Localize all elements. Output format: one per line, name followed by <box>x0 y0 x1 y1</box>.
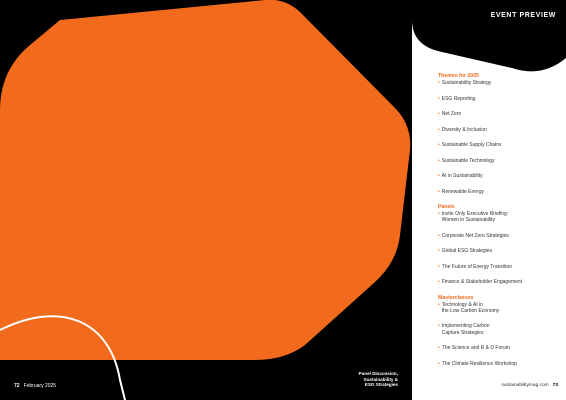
list-item: • The Future of Energy Transition <box>438 263 513 270</box>
section-masterclasses <box>438 295 562 367</box>
right-page <box>412 0 566 400</box>
list-item: • The Climate Resilience Workshop <box>438 360 517 367</box>
bullet-icon: • <box>438 173 440 179</box>
list-item: • Sustainable Technology <box>438 157 495 164</box>
bullet-icon: • <box>438 211 440 217</box>
bullet-icon: • <box>438 263 440 270</box>
list-item: • Corporate Net Zero Strategies <box>438 232 509 239</box>
list-item: • Global ESG Strategies <box>438 248 493 255</box>
bullet-icon: • <box>438 232 440 239</box>
bullet-icon: • <box>438 188 440 195</box>
list-item: • Sustainability Strategy <box>438 80 492 86</box>
left-folio <box>14 383 56 389</box>
bullet-icon: • <box>438 142 440 148</box>
bullet-icon: • <box>438 323 440 330</box>
event-program-list <box>438 73 562 376</box>
list-item: • Finance & Stakeholder Engagement <box>438 279 523 286</box>
list-item: • Renewable Energy <box>438 188 485 195</box>
list-item: • Technology & AI in the Low Carbon Economy <box>438 301 500 314</box>
bullet-icon: • <box>438 95 440 102</box>
list-item: • Implementing Carbon Capture Strategies <box>438 323 490 336</box>
bullet-icon: • <box>438 345 440 352</box>
left-folio-label: February 2025 <box>23 383 57 389</box>
list-item: • Invite Only Executive Briefing: Women in Sustainability <box>438 211 509 224</box>
list-item: • The Science and R & D Forum <box>438 345 510 352</box>
bullet-icon: • <box>438 248 440 255</box>
bullet-icon: • <box>438 157 440 164</box>
section-heading: Themes for 2025 <box>438 73 479 79</box>
bullet-icon: • <box>438 301 440 308</box>
section-heading: Panels <box>438 204 455 210</box>
section-heading: Masterclasses <box>438 294 474 301</box>
website-label: sustainabilitymag.com <box>501 383 549 388</box>
right-folio <box>501 383 558 388</box>
bullet-icon: • <box>438 126 440 133</box>
bullet-icon: • <box>438 360 440 367</box>
list-item: • Net Zero <box>438 111 462 117</box>
photo-caption: Panel Discussion, Sustainability & ESG Strategies <box>358 371 398 388</box>
left-page-number: 72 <box>14 383 20 389</box>
section-themes <box>438 73 562 195</box>
right-page-number: 73 <box>552 383 558 388</box>
section-panels <box>438 204 562 285</box>
list-item: • AI in Sustainability <box>438 173 483 179</box>
list-item: • Diversity & Inclusion <box>438 126 487 133</box>
list-item: • ESG Reporting <box>438 95 476 102</box>
bullet-icon: • <box>438 279 440 286</box>
bullet-icon: • <box>438 80 440 86</box>
event-preview-heading: EVENT PREVIEW <box>490 12 556 19</box>
bullet-icon: • <box>438 111 440 117</box>
list-item: • Sustainable Supply Chains <box>438 142 502 148</box>
